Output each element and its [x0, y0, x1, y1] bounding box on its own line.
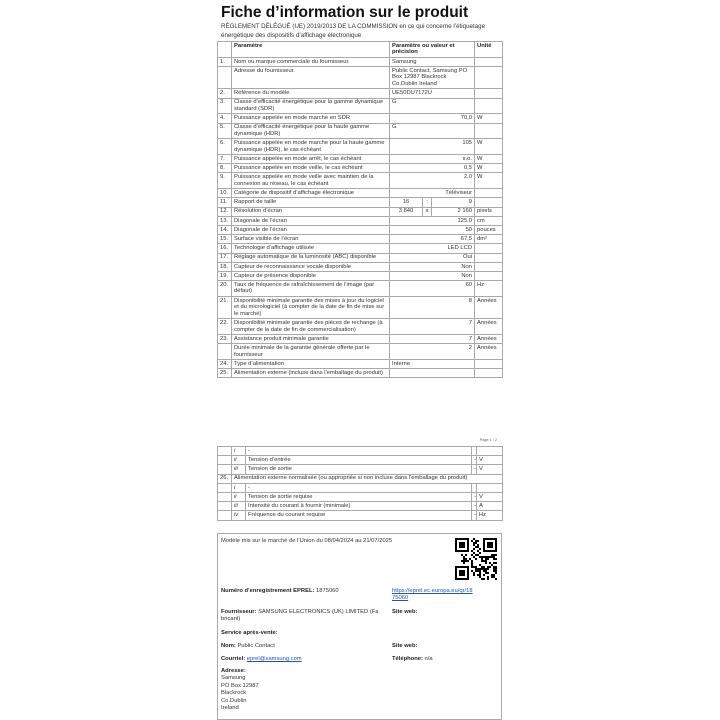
row-label: Résolution d’écran — [232, 207, 390, 216]
row-number: 8. — [218, 164, 232, 173]
row-number: 4. — [218, 114, 232, 123]
email-row — [221, 656, 302, 663]
sub-index: iv — [232, 511, 246, 520]
row-unit — [475, 89, 503, 98]
sub-index: ii — [232, 492, 246, 501]
row-unit — [475, 57, 503, 66]
spec-row — [218, 369, 503, 378]
row-number: 11. — [218, 198, 232, 207]
address-line: Blackrock — [221, 690, 247, 697]
spec-row — [218, 173, 503, 189]
row-unit: W — [475, 139, 503, 155]
address-label: Adresse: — [221, 668, 246, 674]
external-supply-row — [218, 465, 503, 474]
sub-value: - — [472, 502, 477, 511]
name-label: Nom: — [221, 643, 236, 649]
row-unit: Années — [475, 335, 503, 344]
spec-row — [218, 281, 503, 297]
row-unit: pixels — [475, 207, 503, 216]
row-value: s.o. — [390, 155, 475, 164]
row-number: 15. — [218, 235, 232, 244]
row-value-separator: : — [423, 198, 432, 207]
row-label: Disponibilité minimale garantie des mises à jour du logiciel et du micrologiciel (à compter de la date de fin de mise sur le marché) — [232, 296, 390, 318]
page-number: Page 1 / 2 — [479, 438, 497, 442]
row-value: 50 — [390, 225, 475, 234]
row-number: 19. — [218, 271, 232, 280]
site-label-1: Site web: — [392, 609, 418, 615]
row-number: 2. — [218, 89, 232, 98]
external-supply-row — [218, 483, 503, 492]
address-line: Co.Dublin — [221, 697, 247, 704]
row-number: 10. — [218, 189, 232, 198]
row-unit: Années — [475, 319, 503, 335]
row-unit: Années — [475, 344, 503, 360]
sub-unit: A — [477, 502, 503, 511]
row-value: Non — [390, 271, 475, 280]
row-number: 7. — [218, 155, 232, 164]
row-label: Rapport de taille — [232, 198, 390, 207]
row-value: 7 — [390, 335, 475, 344]
row-number: 3. — [218, 98, 232, 114]
row-number: 25. — [218, 369, 232, 378]
row-value: Téléviseur — [390, 189, 475, 198]
row-value: Non — [390, 262, 475, 271]
email-link[interactable]: eprel@samsung.com — [246, 656, 302, 662]
row-value: 105 — [390, 139, 475, 155]
sub-unit: V — [477, 465, 503, 474]
external-supply-table — [217, 446, 503, 521]
eprel-link[interactable] — [392, 588, 473, 603]
spec-row — [218, 164, 503, 173]
eprel-link-line-2[interactable]: 75060 — [392, 595, 409, 602]
spec-row — [218, 123, 503, 139]
row-value: 2,0 — [390, 173, 475, 189]
row-value: G — [390, 123, 475, 139]
row-unit: pouces — [475, 225, 503, 234]
external-supply-row — [218, 492, 503, 501]
spec-row — [218, 360, 503, 369]
row-value-2: 9 — [432, 198, 475, 207]
spec-row — [218, 139, 503, 155]
row-unit: W — [475, 164, 503, 173]
row-unit — [475, 66, 503, 88]
external-supply-row — [218, 511, 503, 520]
sub-label: Fréquence du courant requise — [246, 511, 472, 520]
spec-row — [218, 344, 503, 360]
sub-label: Intensité du courant à fournir (minimale) — [246, 502, 472, 511]
row-value: Oui — [390, 253, 475, 262]
row-label: Type d’alimentation — [232, 360, 390, 369]
spec-row — [218, 225, 503, 234]
row-label: Alimentation externe normalisée (ou appropriée si non incluse dans l’emballage du produit) — [232, 474, 503, 483]
row-label: Capteur de reconnaissance vocale disponible — [232, 262, 390, 271]
row-number: 9. — [218, 173, 232, 189]
sub-unit: Hz — [477, 511, 503, 520]
row-number: 6. — [218, 139, 232, 155]
address-line: Ireland — [221, 705, 239, 712]
row-label: Diagonale de l’écran — [232, 216, 390, 225]
spec-row — [218, 335, 503, 344]
row-value-1: 3 840 — [390, 207, 423, 216]
row-unit — [475, 198, 503, 207]
supplier-value-1: SAMSUNG ELECTRONICS (UK) LIMITED (Fa — [258, 609, 379, 615]
row-value: Samsung — [390, 57, 475, 66]
row-number: 13. — [218, 216, 232, 225]
email-label: Courriel: — [221, 656, 246, 662]
sub-label: Tension d’entrée — [246, 456, 472, 465]
row-value: 67,5 — [390, 235, 475, 244]
row-value: 70,0 — [390, 114, 475, 123]
external-supply-row — [218, 447, 503, 456]
row-label: Surface visible de l’écran — [232, 235, 390, 244]
row-unit: W — [475, 114, 503, 123]
spec-row — [218, 216, 503, 225]
supplier-row — [221, 609, 379, 624]
row-unit — [475, 271, 503, 280]
row-label: Taux de fréquence de rafraîchissement de l’image (par défaut) — [232, 281, 390, 297]
spec-row — [218, 207, 503, 216]
spec-row — [218, 155, 503, 164]
row-unit — [475, 253, 503, 262]
name-value: Public Contact — [237, 643, 275, 649]
row-label: Puissance appelée en mode marche en SDR — [232, 114, 390, 123]
spec-row — [218, 57, 503, 66]
row-number: 20. — [218, 281, 232, 297]
row-label: Adresse du fournisseur. — [232, 66, 390, 88]
row-unit — [475, 244, 503, 253]
spec-row — [218, 235, 503, 244]
row-unit: W — [475, 155, 503, 164]
row-unit — [475, 369, 503, 378]
external-supply-row — [218, 456, 503, 465]
site-label-2: Site web: — [392, 643, 418, 649]
page-title: Fiche d’information sur le produit — [221, 4, 469, 21]
name-row — [221, 643, 275, 650]
row-label: Puissance appelée en mode veille avec maintien de la connexion au réseau, le cas échéant — [232, 173, 390, 189]
row-label: Puissance appelée en mode arrêt, le cas échéant — [232, 155, 390, 164]
row-value: 2 — [390, 344, 475, 360]
spec-row — [218, 296, 503, 318]
phone-row — [392, 656, 433, 663]
row-label: Durée minimale de la garantie générale offerte par le fournisseur — [232, 344, 390, 360]
row-unit: Hz — [475, 281, 503, 297]
row-number: 17. — [218, 253, 232, 262]
sub-value: - — [472, 511, 477, 520]
row-value: 0,5 — [390, 164, 475, 173]
row-unit — [475, 123, 503, 139]
row-number: 26. — [218, 474, 232, 483]
row-value: 7 — [390, 319, 475, 335]
row-label: Nom ou marque commerciale du fournisseur. — [232, 57, 390, 66]
sub-value: - — [472, 492, 477, 501]
row-label: Capteur de présence disponible — [232, 271, 390, 280]
address-line: PO Box 12987 — [221, 682, 259, 689]
header-unit: Unité — [475, 42, 503, 58]
row-value: UE50DU7172U — [390, 89, 475, 98]
sub-label: - — [246, 447, 472, 456]
row-number: 5. — [218, 123, 232, 139]
row-label: Disponibilité minimale garantie des pièces de rechange (à compter de la date de fin de commercialisation) — [232, 319, 390, 335]
row-unit — [475, 262, 503, 271]
row-label: Diagonale de l’écran — [232, 225, 390, 234]
qr-code-icon[interactable] — [455, 538, 497, 580]
row-value-1: 16 — [390, 198, 423, 207]
spec-row — [218, 189, 503, 198]
row-number: 16. — [218, 244, 232, 253]
row-number — [218, 344, 232, 360]
supplier-value-2: bricant) — [221, 616, 241, 623]
supplier-label: Fournisseur: — [221, 609, 257, 615]
row-value: G — [390, 98, 475, 114]
row-value: 60 — [390, 281, 475, 297]
row-label: Référence du modèle — [232, 89, 390, 98]
address-block — [221, 668, 259, 712]
address-line: Samsung — [221, 675, 246, 682]
row-value: 125,0 — [390, 216, 475, 225]
supplier-info-box — [217, 533, 502, 720]
spec-row — [218, 253, 503, 262]
eprel-row — [221, 588, 339, 595]
row-unit — [475, 189, 503, 198]
header-value: Paramètre ou valeur et précision — [390, 42, 475, 58]
row-label: Alimentation externe (incluse dans l’emballage du produit) — [232, 369, 390, 378]
sub-index: ii — [232, 456, 246, 465]
spec-row — [218, 98, 503, 114]
row-number: 14. — [218, 225, 232, 234]
external-supply-row — [218, 502, 503, 511]
row-unit — [475, 360, 503, 369]
spec-table-body — [218, 42, 503, 378]
row-number: 22. — [218, 319, 232, 335]
eprel-label: Numéro d’enregistrement EPREL: — [221, 588, 315, 594]
row-value: LED LCD — [390, 244, 475, 253]
sub-unit: V — [477, 492, 503, 501]
row-label: Assistance produit minimale garantie — [232, 335, 390, 344]
row-number: 24. — [218, 360, 232, 369]
row-label: Puissance appelée en mode marche pour la haute gamme dynamique (HDR), le cas échéant — [232, 139, 390, 155]
phone-value: n/a — [424, 656, 433, 662]
row-label: Catégorie de dispositif d’affichage électronique — [232, 189, 390, 198]
row-unit: dm² — [475, 235, 503, 244]
market-dates: Modèle mis sur le marché de l’Union du 08/04/2024 au 21/07/2025 — [221, 538, 393, 544]
row-number: 21. — [218, 296, 232, 318]
sub-unit: V — [477, 456, 503, 465]
sub-value: - — [472, 456, 477, 465]
row-value: 8 — [390, 296, 475, 318]
row-value: Interne — [390, 360, 475, 369]
row-value-2: 2 160 — [432, 207, 475, 216]
spec-header-row — [218, 42, 503, 58]
row-number: 12. — [218, 207, 232, 216]
spec-row — [218, 271, 503, 280]
regulation-text: RÈGLEMENT DÉLÉGUÉ (UE) 2019/2013 DE LA COMMISSION en ce qui concerne l’étiquetage énergétique des dispositifs d’affichage électronique — [221, 23, 486, 39]
row-label: Classe d’efficacité énergétique pour la gamme dynamique standard (SDR) — [232, 98, 390, 114]
row-label: Technologie d’affichage utilisée — [232, 244, 390, 253]
row-label: Réglage automatique de la luminosité (ABC) disponible — [232, 253, 390, 262]
sub-label: - — [246, 483, 472, 492]
eprel-link-line-1[interactable]: https://eprel.ec.europa.eu/qr/18 — [392, 588, 473, 594]
sub-unit — [477, 447, 503, 456]
product-information-sheet — [213, 0, 505, 720]
sub-value: - — [472, 465, 477, 474]
spec-row — [218, 198, 503, 207]
header-param: Paramètre — [232, 42, 390, 58]
row-unit: W — [475, 173, 503, 189]
row-value — [390, 369, 475, 378]
spec-row — [218, 474, 503, 483]
eprel-value: 1875060 — [316, 588, 339, 594]
spec-row — [218, 244, 503, 253]
row-unit: Années — [475, 296, 503, 318]
row-value-separator: x — [423, 207, 432, 216]
external-supply-body — [218, 447, 503, 521]
sub-index: i — [232, 447, 246, 456]
row-number — [218, 66, 232, 88]
spec-row — [218, 262, 503, 271]
phone-label: Téléphone: — [392, 656, 423, 662]
row-number: 23. — [218, 335, 232, 344]
spec-row — [218, 66, 503, 88]
row-value: Public Contact, Samsung PO Box 12987 Blackrock Co.Dublin Ireland — [390, 66, 475, 88]
row-number: 18. — [218, 262, 232, 271]
spec-row — [218, 114, 503, 123]
service-label: Service après-vente: — [221, 630, 278, 636]
row-label: Puissance appelée en mode veille, le cas échéant — [232, 164, 390, 173]
sub-index: i — [232, 483, 246, 492]
sub-label: Tension de sortie — [246, 465, 472, 474]
sub-label: Tension de sortie requise — [246, 492, 472, 501]
sub-unit — [477, 483, 503, 492]
spec-row — [218, 319, 503, 335]
row-label: Classe d’efficacité énergétique pour la haute gamme dynamique (HDR) — [232, 123, 390, 139]
row-number: 1. — [218, 57, 232, 66]
sub-index: iii — [232, 502, 246, 511]
spec-row — [218, 89, 503, 98]
sub-index: iii — [232, 465, 246, 474]
row-unit — [475, 98, 503, 114]
row-unit: cm — [475, 216, 503, 225]
spec-table — [217, 41, 503, 378]
